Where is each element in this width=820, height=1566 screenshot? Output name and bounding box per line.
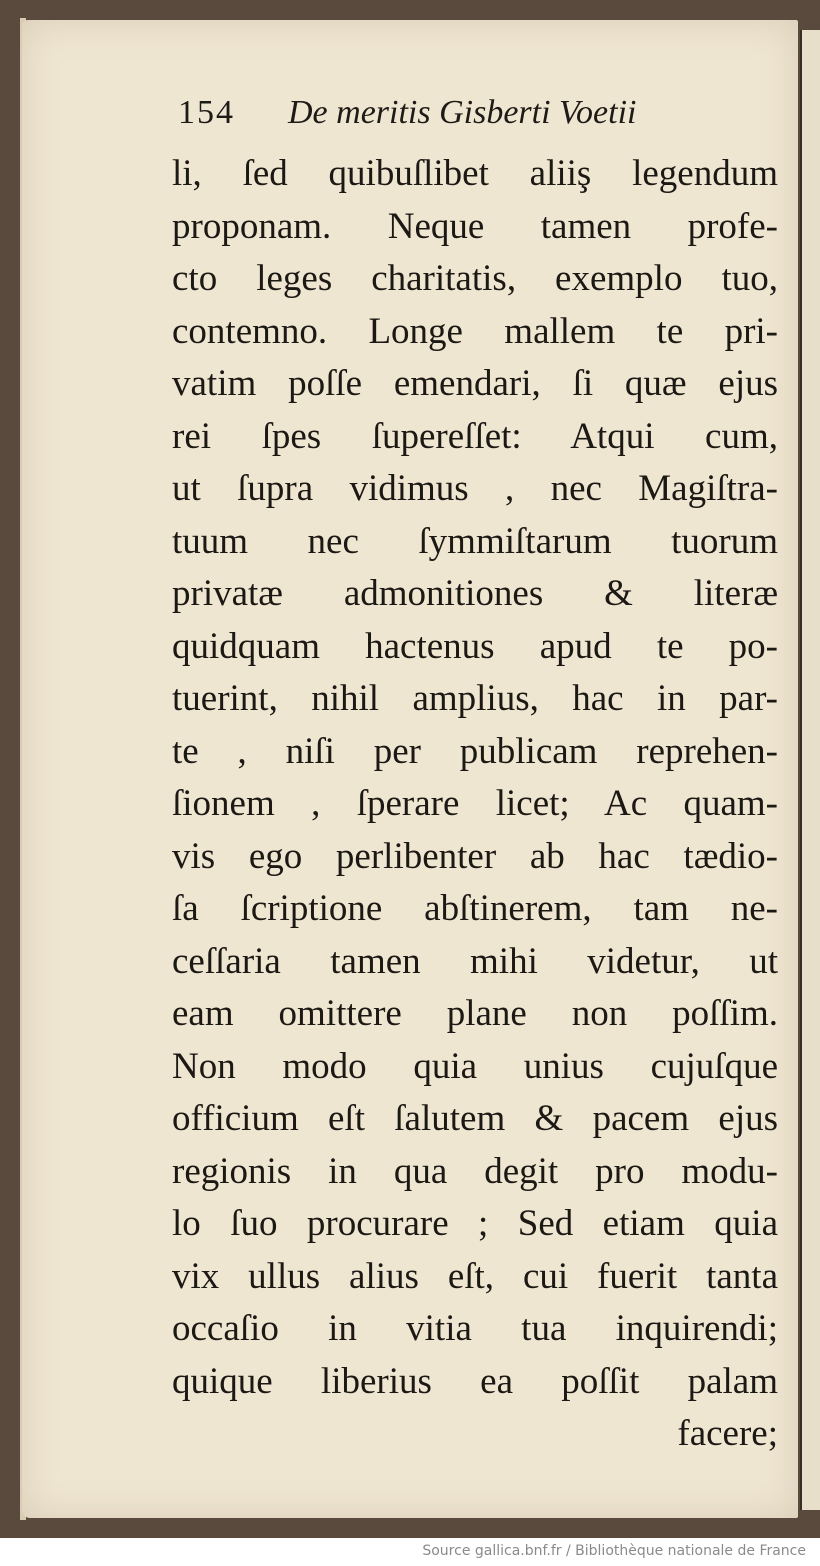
text-line: privatæ admonitiones & literæ <box>172 573 778 614</box>
body-text <box>172 148 778 1461</box>
text-line: occaſio in vitia tua inquirendi; <box>172 1308 778 1349</box>
text-line: quidquam hactenus apud te po- <box>172 625 778 667</box>
text-line: vatim poſſe emendari, ſi quæ ejus <box>172 363 778 404</box>
text-line: vix ullus alius eſt, cui fuerit tanta <box>172 1255 778 1297</box>
text-line: regionis in qua degit pro modu- <box>172 1150 778 1192</box>
text-line: proponam. Neque tamen profe- <box>172 205 778 247</box>
text-line: tuum nec ſymmiſtarum tuorum <box>172 520 778 562</box>
running-head: De meritis Gisberti Voetii <box>288 94 637 131</box>
text-line: rei ſpes ſupereſſet: Atqui cum, <box>172 415 778 457</box>
footer-bar <box>0 1538 820 1566</box>
source-credit: Source gallica.bnf.fr / Bibliothèque nationale de France <box>422 1543 806 1559</box>
text-line: officium eſt ſalutem & pacem ejus <box>172 1098 778 1139</box>
text-line: ceſſaria tamen mihi videtur, ut <box>172 940 778 982</box>
text-line: tuerint, nihil amplius, hac in par- <box>172 678 778 719</box>
text-line: eam omittere plane non poſſim. <box>172 993 778 1034</box>
text-line: te , niſi per publicam reprehen- <box>172 730 778 772</box>
text-line: ut ſupra vidimus , nec Magiſtra- <box>172 468 778 509</box>
text-line: cto leges charitatis, exemplo tuo, <box>172 258 778 299</box>
text-line: ſa ſcriptione abſtinerem, tam ne- <box>172 888 778 929</box>
text-line: contemno. Longe mallem te pri- <box>172 310 778 352</box>
catchword-line: facere; <box>677 1413 778 1454</box>
text-line: quique liberius ea poſſit palam <box>172 1360 778 1402</box>
page-header <box>178 94 738 140</box>
text-line: ſionem , ſperare licet; Ac quam- <box>172 783 778 824</box>
text-line: lo ſuo procurare ; Sed etiam quia <box>172 1203 778 1244</box>
text-line: Non modo quia unius cujuſque <box>172 1045 778 1087</box>
facing-page-edge <box>800 30 820 1510</box>
page-number: 154 <box>178 94 235 131</box>
text-line: li, ſed quibuſlibet aliiş legendum <box>172 153 778 194</box>
text-line: vis ego perlibenter ab hac tædio- <box>172 835 778 877</box>
